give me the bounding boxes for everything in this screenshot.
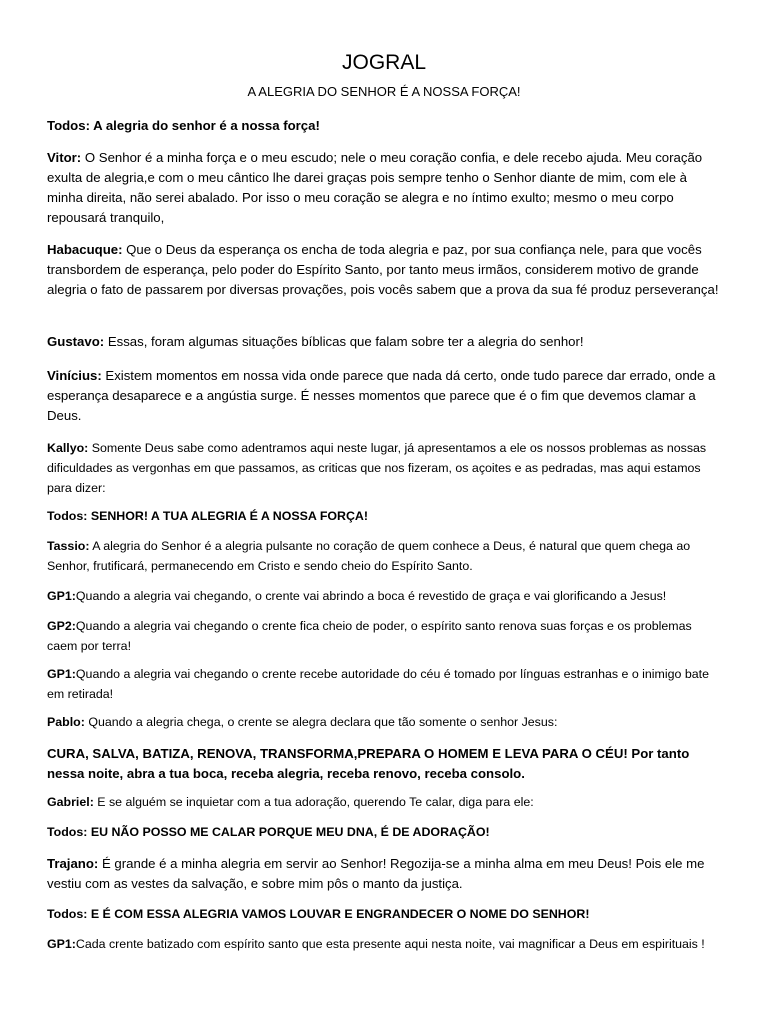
speaker-label: Habacuque: — [47, 242, 123, 257]
paragraph-text: É grande é a minha alegria em servir ao Senhor! Regozija-se a minha alma em meu Deus! Pois ele me vestiu com as vestes da salvação, e sobre mim pôs o manto da justiça. — [47, 856, 705, 891]
speaker-label: GP1: — [47, 937, 76, 951]
paragraph-kallyo — [47, 438, 723, 498]
paragraph-todos-2 — [47, 506, 723, 526]
speaker-label: Trajano: — [47, 856, 99, 871]
paragraph-text: Quando a alegria vai chegando o crente recebe autoridade do céu é tomado por línguas estranhas e o inimigo bate em retirada! — [47, 667, 709, 701]
paragraph-text: Todos: E É COM ESSA ALEGRIA VAMOS LOUVAR E ENGRANDECER O NOME DO SENHOR! — [47, 907, 590, 921]
paragraph-text: Quando a alegria vai chegando, o crente vai abrindo a boca é revestido de graça e vai glorificando a Jesus! — [75, 589, 667, 603]
paragraph-gabriel — [47, 792, 723, 812]
speaker-label: GP2: — [47, 619, 76, 633]
speaker-label: GP1: — [47, 589, 76, 603]
speaker-label: Vitor: — [47, 150, 82, 165]
paragraph-text: Todos: SENHOR! A TUA ALEGRIA É A NOSSA FORÇA! — [47, 509, 368, 523]
paragraph-trajano — [47, 854, 723, 894]
paragraph-text: A alegria do Senhor é a alegria pulsante no coração de quem conhece a Deus, é natural que quem chega ao Senhor, frutificará, permanecendo em Cristo e sendo cheio do Espírito Santo. — [47, 539, 691, 573]
speaker-label: Gustavo: — [47, 334, 105, 349]
paragraph-pablo — [47, 712, 723, 732]
paragraph-text: Essas, foram algumas situações bíblicas que falam sobre ter a alegria do senhor! — [104, 334, 584, 349]
paragraph-text: Todos: EU NÃO POSSO ME CALAR PORQUE MEU DNA, É DE ADORAÇÃO! — [47, 825, 490, 839]
paragraph-text: Que o Deus da esperança os encha de toda alegria e paz, por sua confiança nele, para que vocês transbordem de esperança, pelo poder do Espírito Santo, por tanto meus irmãos, considerem motivo de grande alegria o fato de passarem por diversas provações, pois vocês sabem que a prova da sua fé produz perseverança! — [47, 242, 719, 297]
paragraph-text: Somente Deus sabe como adentramos aqui neste lugar, já apresentamos a ele os nossos problemas as nossas dificuldades as vergonhas em que passamos, as criticas que nos fizeram, os açoites e as pedradas, mas aqui estamos para dizer: — [47, 441, 707, 495]
paragraph-text: Quando a alegria chega, o crente se alegra declara que tão somente o senhor Jesus: — [84, 715, 558, 729]
document-title: JOGRAL — [341, 51, 427, 74]
paragraph-gp1-a — [47, 586, 723, 606]
speaker-label: Vinícius: — [47, 368, 102, 383]
paragraph-text: Existem momentos em nossa vida onde parece que nada dá certo, onde tudo parece dar errado, onde a esperança desaparece e a angústia surge. É nesses momentos que parece que é o fim que devemos clamar a Deus. — [47, 368, 716, 423]
paragraph-gp1-c — [47, 934, 723, 954]
paragraph-text: Quando a alegria vai chegando o crente fica cheio de poder, o espírito santo renova suas forças e os problemas caem por terra! — [47, 619, 692, 653]
paragraph-text: O Senhor é a minha força e o meu escudo; nele o meu coração confia, e dele recebo ajuda. Meu coração exulta de alegria,e com o meu cântico lhe darei graças pois sempre tenho o Senhor diante de mim, com ele à minha direita, não serei abalado. Por isso o meu coração se alegra e no íntimo exulto; mesmo o meu corpo repousará tranquilo, — [47, 150, 703, 225]
paragraph-todos-3 — [47, 822, 723, 842]
paragraph-text: Todos: A alegria do senhor é a nossa força! — [47, 118, 320, 133]
paragraph-todos-1 — [47, 116, 723, 136]
speaker-label: GP1: — [47, 667, 76, 681]
paragraph-text: CURA, SALVA, BATIZA, RENOVA, TRANSFORMA,PREPARA O HOMEM E LEVA PARA O CÉU! Por tanto nessa noite, abra a tua boca, receba alegria, receba renovo, receba consolo. — [47, 746, 690, 781]
speaker-label: Tassio: — [47, 539, 90, 553]
speaker-label: Kallyo: — [47, 441, 89, 455]
paragraph-gustavo — [47, 332, 723, 352]
speaker-label: Gabriel: — [47, 795, 94, 809]
paragraph-vinicius — [47, 366, 723, 426]
paragraph-cura — [47, 744, 723, 784]
paragraph-gp2 — [47, 616, 723, 656]
paragraph-vitor — [47, 148, 723, 228]
document-subtitle: A ALEGRIA DO SENHOR É A NOSSA FORÇA! — [247, 84, 521, 99]
paragraph-text: E se alguém se inquietar com a tua adoração, querendo Te calar, diga para ele: — [93, 795, 534, 809]
paragraph-todos-4 — [47, 904, 723, 924]
paragraph-habacuque — [47, 240, 723, 300]
paragraph-tassio — [47, 536, 723, 576]
paragraph-gp1-b — [47, 664, 723, 704]
speaker-label: Pablo: — [47, 715, 85, 729]
paragraph-text: Cada crente batizado com espírito santo que esta presente aqui nesta noite, vai magnificar a Deus em espirituais ! — [75, 937, 705, 951]
